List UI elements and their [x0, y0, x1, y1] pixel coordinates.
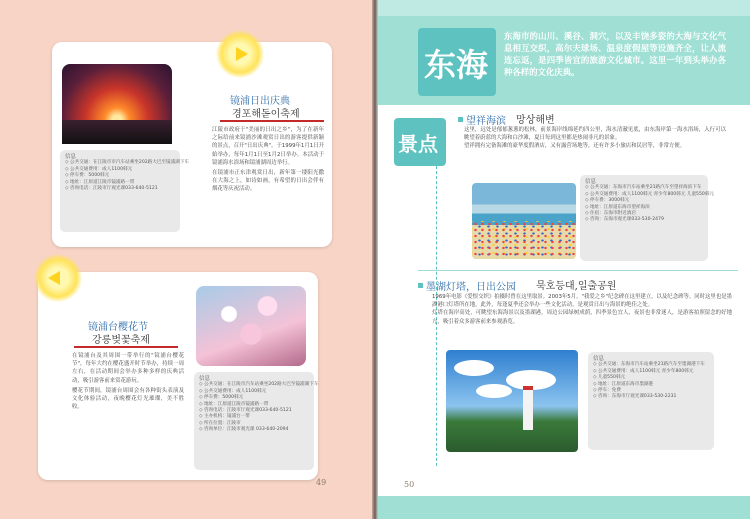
title-underline	[220, 120, 324, 122]
right-page	[378, 0, 750, 519]
footer-band	[378, 496, 750, 519]
title-underline	[74, 346, 178, 348]
spot-title-kr: 망상해변	[516, 115, 555, 126]
info-title: 信息	[199, 376, 211, 382]
info-line: ◇ 停车费：3000韩元	[585, 198, 630, 204]
left-page	[0, 0, 372, 519]
info-line: ◇ 公共交通费用：成人1100韩元 青少年800韩元 儿童550韩元	[585, 191, 715, 197]
section-title-kr: 강릉벚꽃축제	[92, 335, 150, 346]
arrow-right-icon	[236, 47, 248, 61]
divider-line	[418, 270, 738, 271]
info-title: 信息	[65, 154, 77, 160]
info-line: ◇ 咨询单位：江陵市观光课 033-640-2094	[199, 427, 289, 433]
info-title: 信息	[585, 179, 597, 185]
info-line: ◇ 咨询：东海市观光课033-530-2479	[585, 217, 664, 223]
info-line: ◇ 咨询电话：江陵市厅观光课033-640-5121	[65, 186, 158, 192]
header-strip	[378, 0, 750, 16]
city-title: 东海	[424, 46, 489, 84]
info-box	[580, 175, 715, 261]
beach-photo	[472, 183, 576, 259]
info-line: ◇ 地址：江原道东海市墨湖港	[593, 381, 654, 387]
section-label: 景点	[398, 132, 438, 156]
info-line: ◇ 公共交通费用：成人1100韩元 青少年800韩元	[593, 368, 694, 374]
section-body: 在镜浦台及其周围一带举行的"镜浦台樱花节"，每年大约在樱花盛开时节举办，持续一周左右，在活动期间会举办多种多样的庆典活动，吸引游客前来赏花游玩。 樱花节期间，镜浦台周围会有各种街头表演及文化体验活动，夜晚樱花灯光璀璨，美不胜收。	[72, 353, 184, 411]
page-number: 49	[316, 478, 327, 487]
bullet-square	[418, 283, 423, 288]
arrow-left-icon	[48, 271, 60, 285]
info-line: ◇ 地址：江原道东海市望祥海滨	[585, 204, 650, 210]
spot-body: 这里，远处是郁郁葱葱的松林，前景海岸线绵延约四公里，海水清澈见底，由东海岸第一海水浴场，入行可以眺望着蔚蓝的大海和白沙滩，夏日每到这里都是热闹非凡的景象。 望祥拥有完备海滩的豪华度假酒店，又有露营场地等，还有许多小旅店和民居等，非常方便。	[464, 127, 726, 150]
lighthouse-photo	[446, 350, 578, 452]
section-title: 镜浦台樱花节	[88, 322, 148, 333]
info-line: ◇ 公共交通：东海市汽车站乘坐21路汽车至墨湖港下车	[593, 362, 705, 368]
bullet-square	[458, 117, 463, 122]
info-line: ◇ 公共交通：东海市汽车站乘坐21路汽车至望祥海滨下车	[585, 185, 702, 191]
spot-title-kr: 묵호등대,일출공원	[536, 281, 617, 292]
section-title-kr: 경포해돋이축제	[232, 109, 300, 120]
info-title: 信息	[593, 356, 605, 362]
info-box	[588, 352, 714, 450]
cherry-blossom-photo	[196, 286, 306, 366]
spot-title: 墨湖灯塔，日出公园	[426, 282, 516, 293]
info-line: ◇ 住宿：东海市附近酒店	[585, 211, 636, 217]
info-line: ◇ 所在位置：江陵市	[199, 420, 241, 426]
section-body: 江陵市政府于"美丽的日出之乡"，为了在新年之际给前来镜浦沙滩观赏日出的游客提供新颖的景点，召开"日出庆典"。于1999年1月1日开始举办，每年1月1日至1月2日举办。本活动于镜浦海水浴场和镜浦湖周边举行。 在镜浦市正东津观赏日出，新年第一缕阳光撒在大海之上，如诗如画，有希望的日出会伴有烟花等庆祝活动。	[212, 127, 324, 193]
spot-title: 望祥海滨	[466, 116, 506, 127]
info-line: ◇ 公共交通费用：成人1100韩元	[65, 166, 133, 172]
info-line: ◇ 停车：免费	[593, 388, 621, 394]
page-number: 50	[404, 480, 415, 489]
spot-body: 1969年电影《爱恨交织》拍摄时曾在这里取景。2003年5月，"我爱之乡"纪念碑在这里建立，以及纪念碑等。同时这里也是墨湖港口灯塔所在地，此外，每逢夏季还会举办一些文化活动，是观赏日出与海景的绝佳之处。 灯塔在海岸高处，可眺望东海海景以及墨湖港，周边公园绿树成荫，四季景色宜人，夜景也非常迷人，是游客拍照留念的好地方，吸引着众多游客前来参观游览。	[432, 294, 732, 325]
sunrise-photo	[62, 64, 172, 144]
info-box	[194, 372, 319, 470]
info-line: ◇ 停车费：5000韩元	[65, 173, 110, 179]
section-title: 镜浦日出庆典	[230, 96, 290, 107]
info-line: ◇ 咨询电话：江陵市厅观光课033-640-5121	[199, 408, 292, 414]
info-line: ◇ 公共交通：在江陵市市汽车站乘坐202路大巴至镜浦湖下车	[65, 160, 190, 166]
info-line: ◇ 停车费：5000韩元	[199, 395, 244, 401]
cherry-festival-card	[38, 272, 318, 480]
sunrise-festival-card	[52, 42, 332, 247]
info-box	[60, 150, 190, 232]
info-line: ◇ 地址：江原道江陵市镜浦路一带	[65, 179, 135, 185]
info-line: ◇ 公共交通费用：成人1100韩元	[199, 388, 267, 394]
info-line: ◇ 咨询：东海市厅观光课033-530-2231	[593, 394, 677, 400]
info-line: ◇ 儿童550韩元	[593, 375, 626, 381]
header-description: 东海市的山川、溪谷、洞穴，以及丰饶多姿的大海与文化气息相互交织，高尔夫球场、温泉度假屋等设施齐全，让人流连忘返，是四季皆宜的旅游文化城市。这里一年到头举办各种各样的文化庆典。	[504, 31, 726, 77]
info-line: ◇ 地址：江原道江陵市镜浦路一带	[199, 401, 269, 407]
info-line: ◇ 主办机构：镜浦台一带	[199, 414, 250, 420]
info-line: ◇ 公共交通：在江陵市汽车站乘坐202路大巴至镜浦湖下车	[199, 382, 319, 388]
